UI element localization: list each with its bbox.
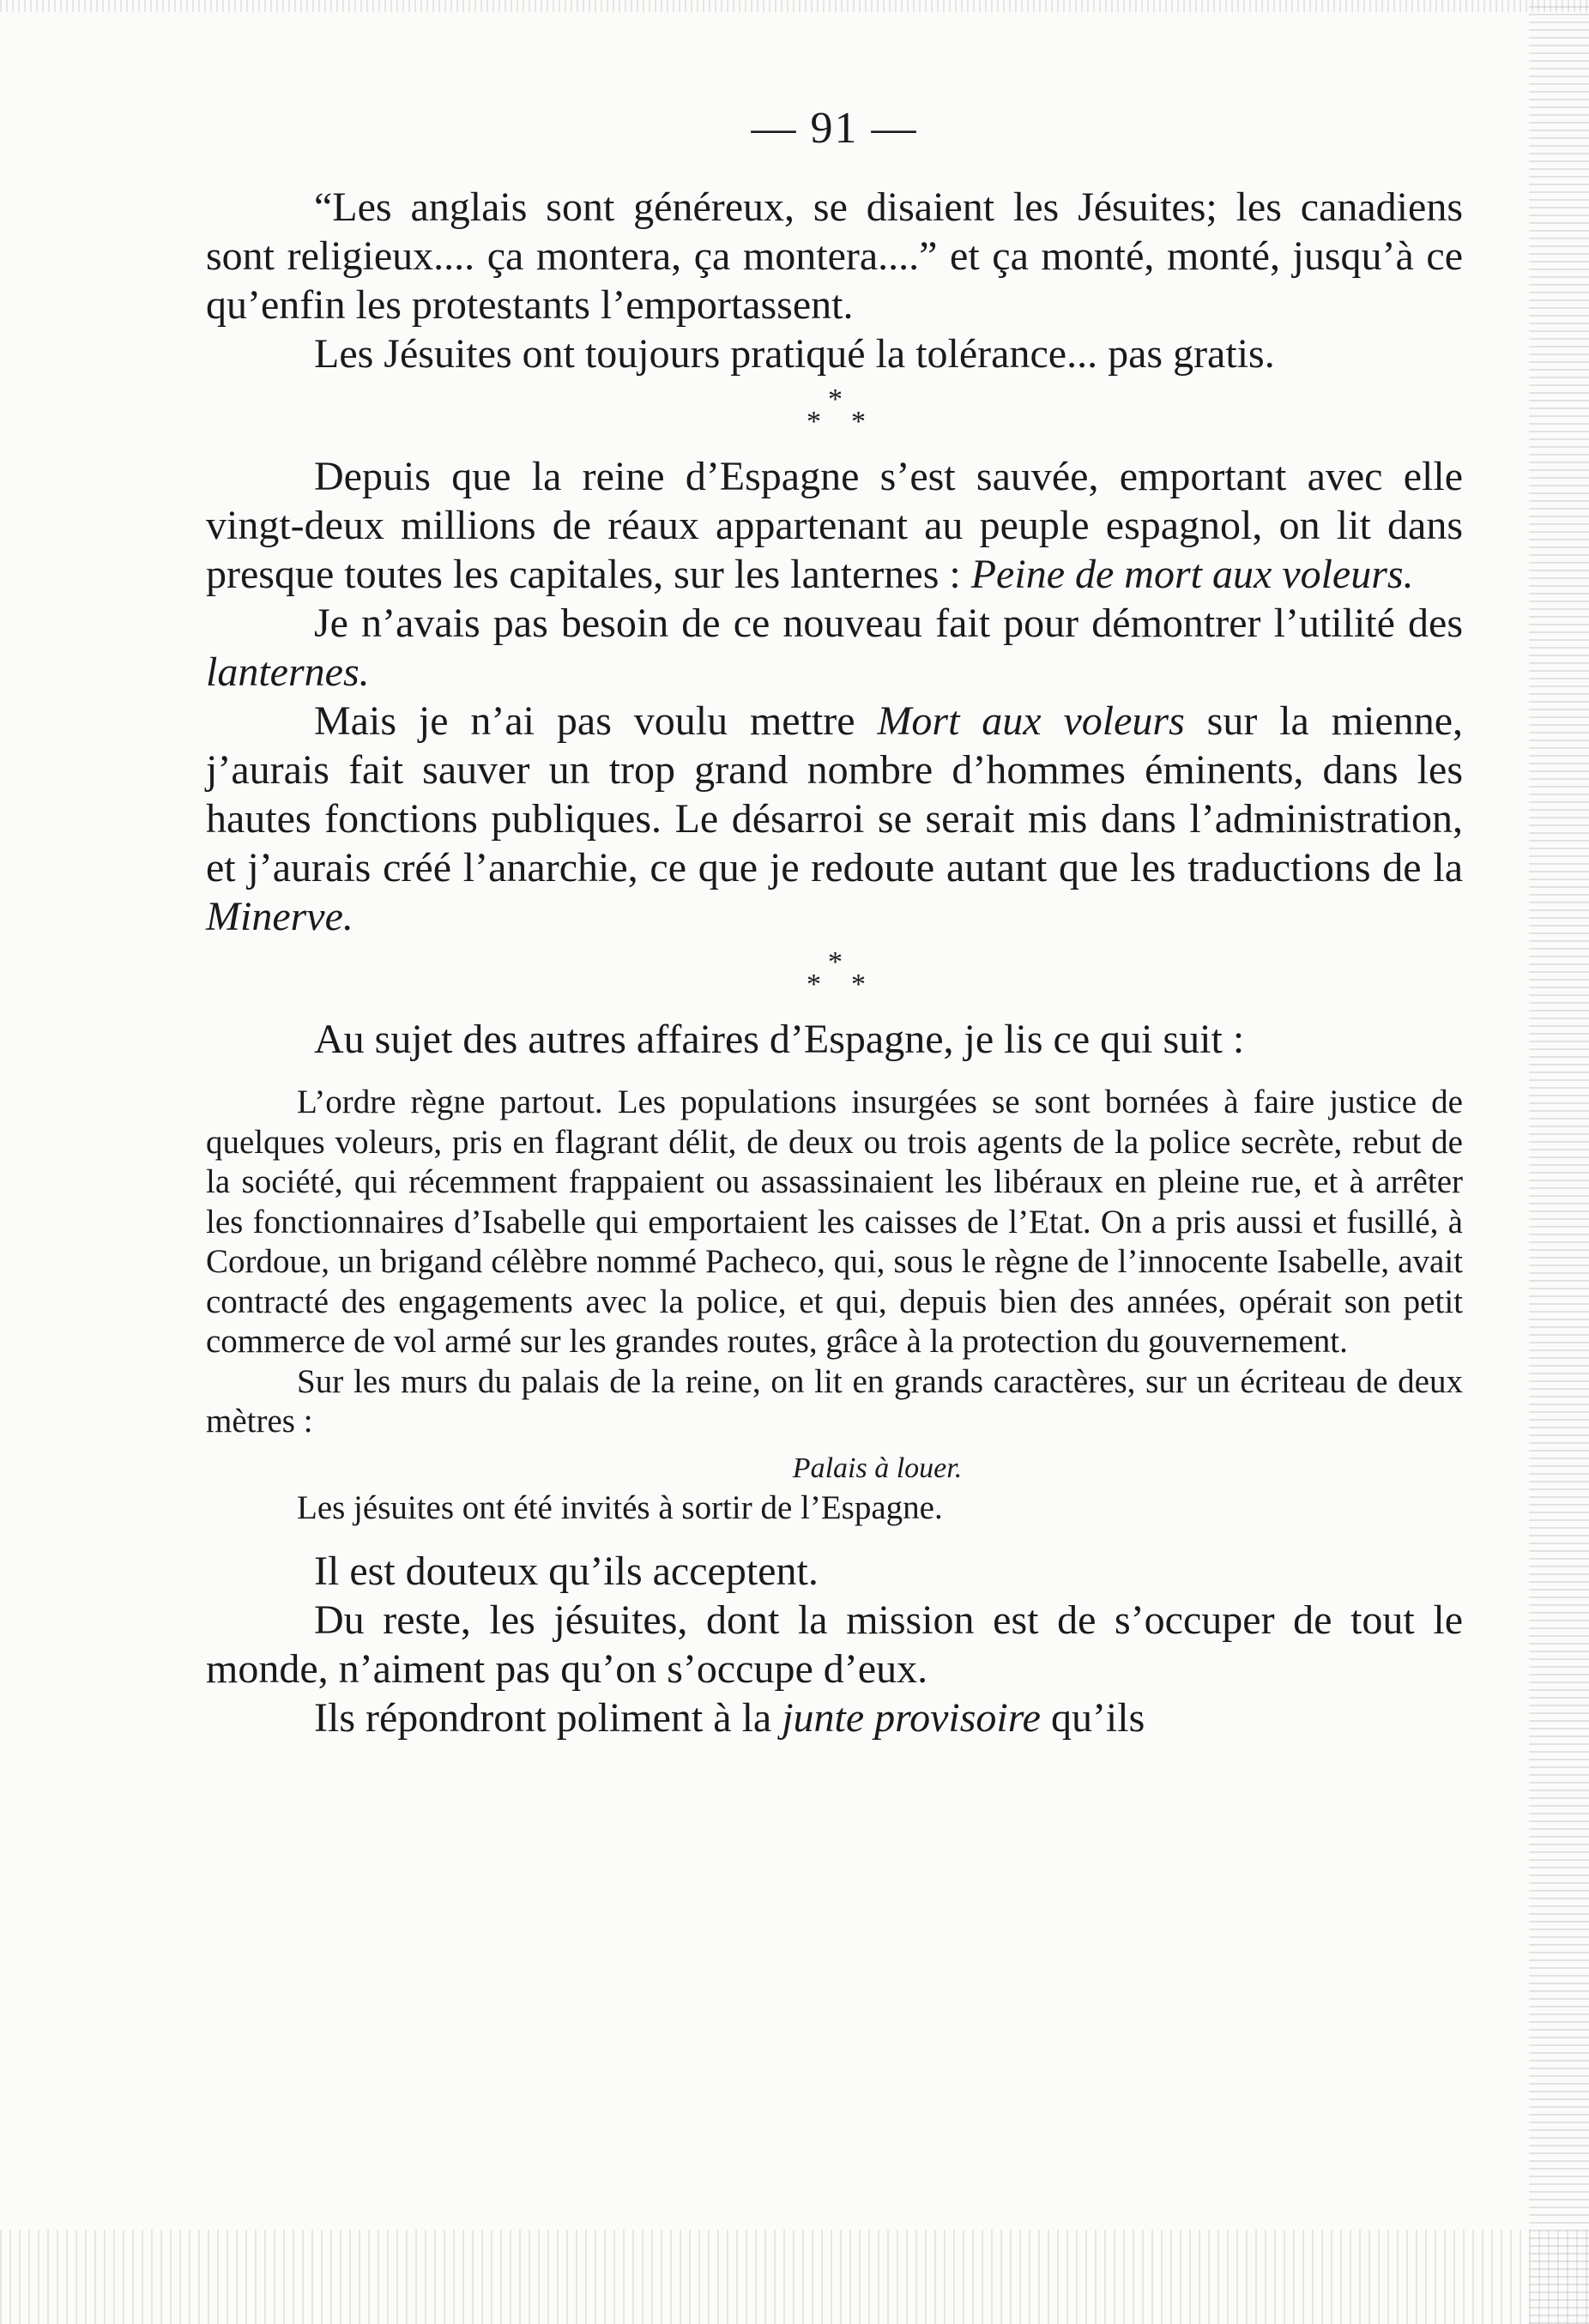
paragraph-text: Mais je n’ai pas voulu mettre [314,698,878,744]
italic-phrase: Mort aux voleurs [877,698,1185,744]
asterism-star: * [807,406,821,438]
page-number: — 91 — [751,104,918,153]
paragraph-text: Depuis que la reine d’Espagne s’est sauvée, emportant avec elle vingt-deux millions de réaux appartenant au peuple espagnol, on lit dans presque toutes les capitales, sur les lanternes : [206,454,1463,597]
asterism-star: * [807,969,821,1000]
paragraph-junte [206,1693,1463,1742]
paragraph-jesuites-anglais: “Les anglais sont généreux, se disaient les Jésuites; les canadiens sont religieux.... ça montera, ça montera....” et ça monté, monté, jusqu’à ce qu’enfin les protestants l’emportassent. [206,184,1463,328]
asterism-separator [206,946,1463,1003]
asterism-star: * [851,969,866,1000]
asterism-star: * [851,406,866,438]
page-edge-speckle-bottom [0,2230,1589,2324]
paragraph-affaires-espagne: Au sujet des autres affaires d’Espagne, je lis ce qui suit : [314,1017,1245,1062]
paragraph-text: sur la mienne, j’aurais fait sauver un trop grand nombre d’hommes éminents, dans les hautes fonctions publiques. Le désarroi se serait mis dans l’administration, et j’aurais créé l’anarchie, ce que je redoute autant que les traductions de la [206,698,1464,890]
paragraph-lanternes [206,599,1463,697]
quote-jesuites-invites: Les jésuites ont été invités à sortir de l’Espagne. [297,1488,943,1526]
quote-murs-palais: Sur les murs du palais de la reine, on lit en grands caractères, sur un écriteau de deux mètres : [206,1362,1463,1440]
spacer [206,1528,1463,1547]
paragraph-text: qu’ils [1040,1695,1145,1741]
italic-phrase: lanternes. [206,649,370,695]
paragraph-text: Ils répondront poliment à la [314,1695,782,1741]
asterism-separator [206,383,1463,440]
quote-sign-palais-a-louer: Palais à louer. [792,1452,963,1484]
paragraph-mort-aux-voleurs [206,697,1463,941]
page-edge-speckle-top [0,0,1589,12]
italic-phrase: Peine de mort aux voleurs. [970,552,1414,597]
paragraph-tolerance: Les Jésuites ont toujours pratiqué la tolérance... pas gratis. [314,331,1275,377]
paragraph-du-reste: Du reste, les jésuites, dont la mission est de s’occuper de tout le monde, n’aiment pas qu’on s’occupe d’eux. [206,1597,1463,1692]
asterism-star: * [828,383,843,415]
page-edge-speckle-right [1529,0,1589,2324]
spacer [206,1064,1463,1083]
paragraph-reine-espagne [206,452,1463,599]
italic-phrase: junte provisoire [782,1695,1041,1741]
paragraph-douteux: Il est douteux qu’ils acceptent. [314,1548,819,1594]
asterism-star: * [828,946,843,978]
quote-ordre-regne: L’ordre règne partout. Les populations insurgées se sont bornées à faire justice de quelques voleurs, pris en flagrant délit, de deux ou trois agents de la police secrète, rebut de la société, qui récemment frappaient ou assassinaient les libéraux en pleine rue, et à arrêter les fonctionnaires d’Isabelle qui emportaient les caisses de l’Etat. On a pris aussi et fusillé, à Cordoue, un brigand célèbre nommé Pacheco, qui, sous le règne de l’innocente Isabelle, avait contracté des engagements avec la police, et qui, depuis bien des années, opérait son petit commerce de vol armé sur les grandes routes, grâce à la protection du gouvernement. [206,1084,1463,1360]
page-content [206,103,1463,1742]
italic-phrase: Minerve. [206,894,353,939]
paragraph-text: Je n’avais pas besoin de ce nouveau fait pour démontrer l’utilité des [314,601,1463,646]
